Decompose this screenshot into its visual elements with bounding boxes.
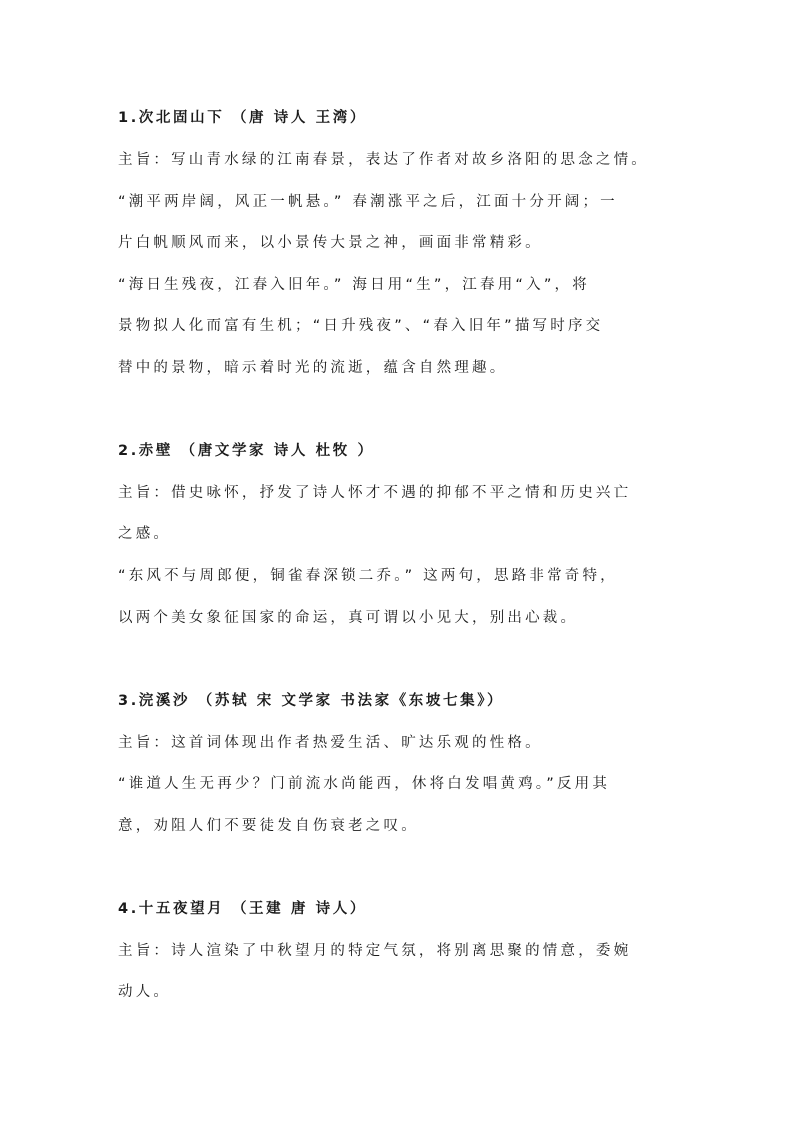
section-3-title: 3.浣溪沙 （苏轼 宋 文学家 书法家《东坡七集》） (118, 693, 505, 709)
section-1-line-1: 主旨：写山青水绿的江南春景，表达了作者对故乡洛阳的思念之情。 (118, 152, 649, 168)
section-3-line-3: 意，劝阻人们不要徒发自伤衰老之叹。 (118, 818, 419, 834)
section-2-line-2: 之感。 (118, 526, 172, 542)
section-2-line-1: 主旨：借史咏怀，抒发了诗人怀才不遇的抑郁不平之情和历史兴亡 (118, 485, 632, 501)
section-1-title: 1.次北固山下 （唐 诗人 王湾） (118, 110, 367, 126)
section-3-line-1: 主旨：这首词体现出作者热爱生活、旷达乐观的性格。 (118, 735, 543, 751)
section-1-line-4: “海日生残夜，江春入旧年。” 海日用“生”，江春用“入”，将 (118, 277, 590, 293)
section-2-line-4: 以两个美女象征国家的命运，真可谓以小见大，别出心裁。 (118, 610, 579, 626)
section-1-line-5: 景物拟人化而富有生机；“日升残夜”、“春入旧年”描写时序交 (118, 318, 604, 334)
section-2-line-3: “东风不与周郎便，铜雀春深锁二乔。” 这两句，思路非常奇特， (118, 568, 618, 584)
section-1-line-2: “潮平两岸阔，风正一帆悬。” 春潮涨平之后，江面十分开阔；一 (118, 194, 618, 210)
section-4-line-2: 动人。 (118, 984, 172, 1000)
section-1-line-3: 片白帆顺风而来，以小景传大景之神，画面非常精彩。 (118, 235, 543, 251)
section-2-title: 2.赤壁 （唐文学家 诗人 杜牧 ） (118, 443, 375, 459)
section-3-line-2: “谁道人生无再少？门前流水尚能西，休将白发唱黄鸡。”反用其 (118, 776, 611, 792)
section-4-title: 4.十五夜望月 （王建 唐 诗人） (118, 901, 367, 917)
section-4-line-1: 主旨：诗人渲染了中秋望月的特定气氛，将别离思聚的情意，委婉 (118, 943, 632, 959)
section-1-line-6: 替中的景物，暗示着时光的流逝，蕴含自然理趣。 (118, 360, 508, 376)
